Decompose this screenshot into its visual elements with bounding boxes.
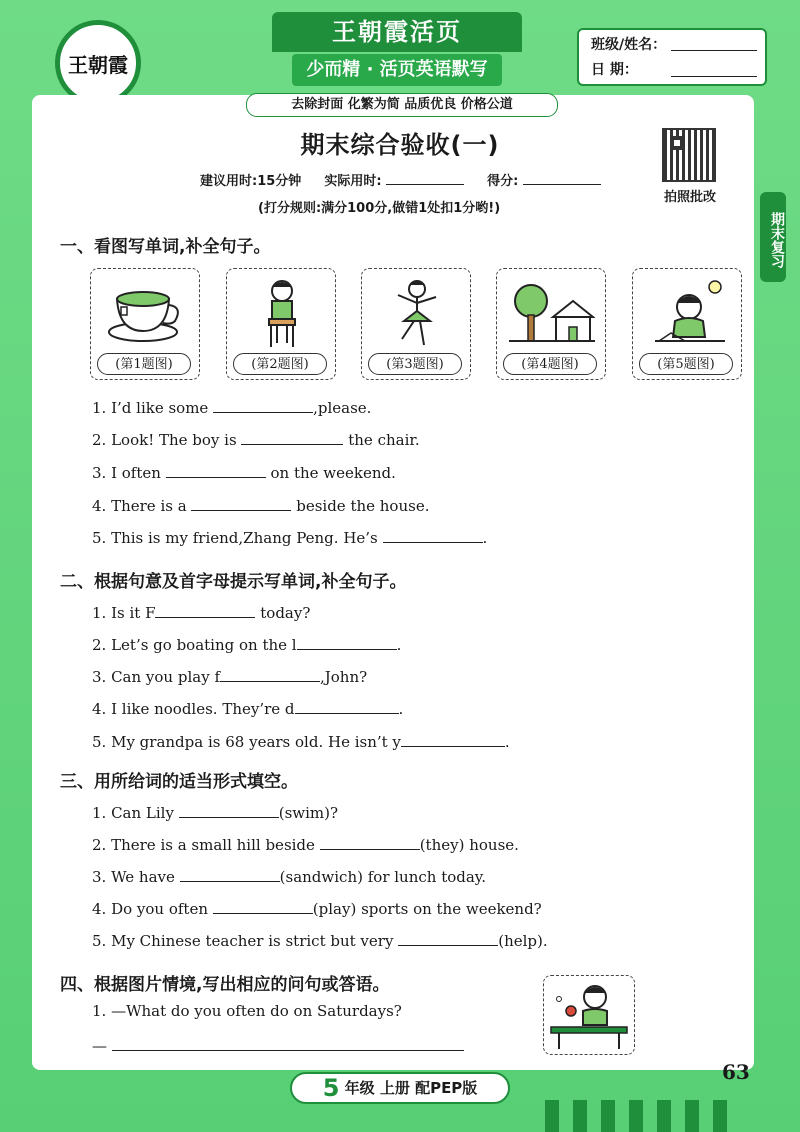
s1-q3-text: 3. I often	[92, 464, 161, 482]
s2-question-4	[92, 697, 403, 718]
brand-logo	[55, 20, 141, 106]
s3-q2-post: (they) house.	[419, 836, 519, 854]
time-row	[200, 170, 601, 189]
page-title: 期末综合验收(一)	[300, 131, 500, 159]
qr-label: 拍照批改	[663, 190, 716, 205]
s2-q2-text: 2. Let’s go boating on the l	[92, 636, 297, 654]
s3-question-1	[92, 801, 338, 822]
score-field[interactable]	[523, 170, 601, 185]
s3-q2-text: 2. There is a small hill beside	[92, 836, 315, 854]
s2-q3-answer[interactable]	[220, 665, 320, 682]
s2-q5-answer[interactable]	[401, 730, 505, 747]
footer-stripe	[573, 1100, 587, 1132]
qr-code-icon[interactable]	[662, 128, 716, 182]
qr-finder-icon	[670, 136, 684, 150]
s3-q2-answer[interactable]	[320, 833, 420, 850]
s3-q5-answer[interactable]	[398, 929, 498, 946]
section-1-heading: 一、看图写单词,补全句子。	[60, 237, 271, 257]
s1-question-5	[92, 526, 487, 547]
s3-q4-text: 4. Do you often	[92, 900, 208, 918]
footer-stripe	[629, 1100, 643, 1132]
suggested-time: 建议用时:15分钟	[200, 174, 302, 189]
picture-3	[361, 268, 471, 380]
s1-q1-answer[interactable]	[213, 396, 313, 413]
s2-q4-answer[interactable]	[295, 697, 399, 714]
s3-question-4	[92, 897, 542, 918]
s3-q1-post: (swim)?	[278, 804, 339, 822]
s3-q1-text: 1. Can Lily	[92, 804, 174, 822]
s2-q1-text: 1. Is it F	[92, 604, 156, 622]
s1-q1-text: 1. I’d like some	[92, 399, 209, 417]
s3-question-5	[92, 929, 548, 950]
s2-q5-post: .	[504, 733, 510, 751]
grade-text: 年级 上册 配PEP版	[344, 1079, 478, 1097]
dancing-girl-icon	[374, 277, 460, 349]
s1-q5-answer[interactable]	[383, 526, 483, 543]
s1-q3-post: on the weekend.	[270, 464, 396, 482]
s3-q1-answer[interactable]	[179, 801, 279, 818]
slogan: 去除封面 化繁为简 品质优良 价格公道	[246, 93, 558, 117]
class-name-label: 班级/姓名：	[591, 37, 667, 53]
s2-q1-answer[interactable]	[155, 601, 255, 618]
picture-5	[632, 268, 742, 380]
s1-q2-answer[interactable]	[241, 428, 343, 445]
tree-and-house-icon	[509, 277, 595, 349]
picture-4	[496, 268, 606, 380]
s2-question-2	[92, 633, 401, 654]
s1-question-3	[92, 461, 396, 482]
student-info-box	[577, 28, 767, 86]
side-tab[interactable]: 期末复习	[760, 192, 786, 282]
grade-number: 5	[322, 1074, 340, 1102]
brand-subtitle: 少而精 · 活页英语默写	[292, 54, 502, 86]
picture-5-label: (第5题图)	[639, 353, 733, 375]
s4-answer-dash: —	[92, 1037, 107, 1055]
picture-4-label: (第4题图)	[503, 353, 597, 375]
s1-q5-text: 5. This is my friend,Zhang Peng. He’s	[92, 529, 378, 547]
score-label: 得分:	[487, 174, 519, 189]
s3-q3-text: 3. We have	[92, 868, 175, 886]
actual-time-label: 实际用时:	[324, 174, 382, 189]
s2-question-5	[92, 730, 510, 751]
s1-question-2	[92, 428, 420, 449]
s1-q4-post: beside the house.	[296, 497, 430, 515]
s1-q5-post: .	[482, 529, 488, 547]
picture-2-label: (第2题图)	[233, 353, 327, 375]
s1-question-1	[92, 396, 371, 417]
picture-1	[90, 268, 200, 380]
s2-question-1	[92, 601, 310, 622]
footer-stripe	[685, 1100, 699, 1132]
s2-q5-text: 5. My grandpa is 68 years old. He isn’t y	[92, 733, 401, 751]
class-name-field[interactable]	[671, 50, 757, 51]
logo-text: 王朝霞	[68, 53, 128, 77]
s3-question-2	[92, 833, 519, 854]
s1-q4-text: 4. There is a	[92, 497, 187, 515]
s1-q2-text: 2. Look! The boy is	[92, 431, 237, 449]
s2-q2-post: .	[396, 636, 402, 654]
thinking-boy-icon	[645, 277, 731, 349]
ping-pong-boy-icon	[545, 977, 633, 1053]
date-field[interactable]	[671, 76, 757, 77]
picture-2	[226, 268, 336, 380]
footer-stripe	[601, 1100, 615, 1132]
s4-answer-row	[92, 1034, 464, 1055]
grade-badge	[290, 1072, 510, 1104]
page-number: 63	[722, 1060, 750, 1084]
s1-question-4	[92, 494, 429, 515]
s1-q3-answer[interactable]	[166, 461, 266, 478]
s4-answer-field[interactable]	[112, 1034, 464, 1051]
s3-q5-post: (help).	[498, 932, 548, 950]
section-3-heading: 三、用所给词的适当形式填空。	[60, 772, 298, 792]
s2-question-3	[92, 665, 367, 686]
tea-cup-icon	[103, 277, 189, 349]
section-2-heading: 二、根据句意及首字母提示写单词,补全句子。	[60, 572, 407, 592]
s1-q2-post: the chair.	[348, 431, 420, 449]
brand-title: 王朝霞活页	[272, 12, 522, 52]
s2-q1-post: today?	[260, 604, 311, 622]
actual-time-field[interactable]	[386, 170, 464, 185]
footer-stripe	[657, 1100, 671, 1132]
s3-q5-text: 5. My Chinese teacher is strict but very	[92, 932, 394, 950]
s3-q3-post: (sandwich) for lunch today.	[279, 868, 487, 886]
picture-3-label: (第3题图)	[368, 353, 462, 375]
scoring-rule: (打分规则:满分100分,做错1处扣1分哟!)	[258, 201, 501, 216]
picture-1-label: (第1题图)	[97, 353, 191, 375]
s3-q4-post: (play) sports on the weekend?	[312, 900, 542, 918]
s2-q4-text: 4. I like noodles. They’re d	[92, 700, 295, 718]
s1-q4-answer[interactable]	[191, 494, 291, 511]
s2-q4-post: .	[398, 700, 404, 718]
footer-stripe	[545, 1100, 559, 1132]
picture-ping-pong	[543, 975, 635, 1055]
s2-q3-text: 3. Can you play f	[92, 668, 220, 686]
s2-q2-answer[interactable]	[297, 633, 397, 650]
date-label: 日 期：	[591, 62, 638, 78]
s3-question-3	[92, 865, 486, 886]
s2-q3-post: ,John?	[320, 668, 368, 686]
section-4-heading: 四、根据图片情境,写出相应的问句或答语。	[60, 975, 390, 995]
boy-on-chair-icon	[239, 277, 325, 349]
s3-q4-answer[interactable]	[213, 897, 313, 914]
header-band	[272, 12, 522, 92]
s4-question-1: 1. —What do you often do on Saturdays?	[92, 1002, 402, 1020]
s3-q3-answer[interactable]	[180, 865, 280, 882]
s1-q1-post: ,please.	[313, 399, 372, 417]
footer-stripe	[713, 1100, 727, 1132]
